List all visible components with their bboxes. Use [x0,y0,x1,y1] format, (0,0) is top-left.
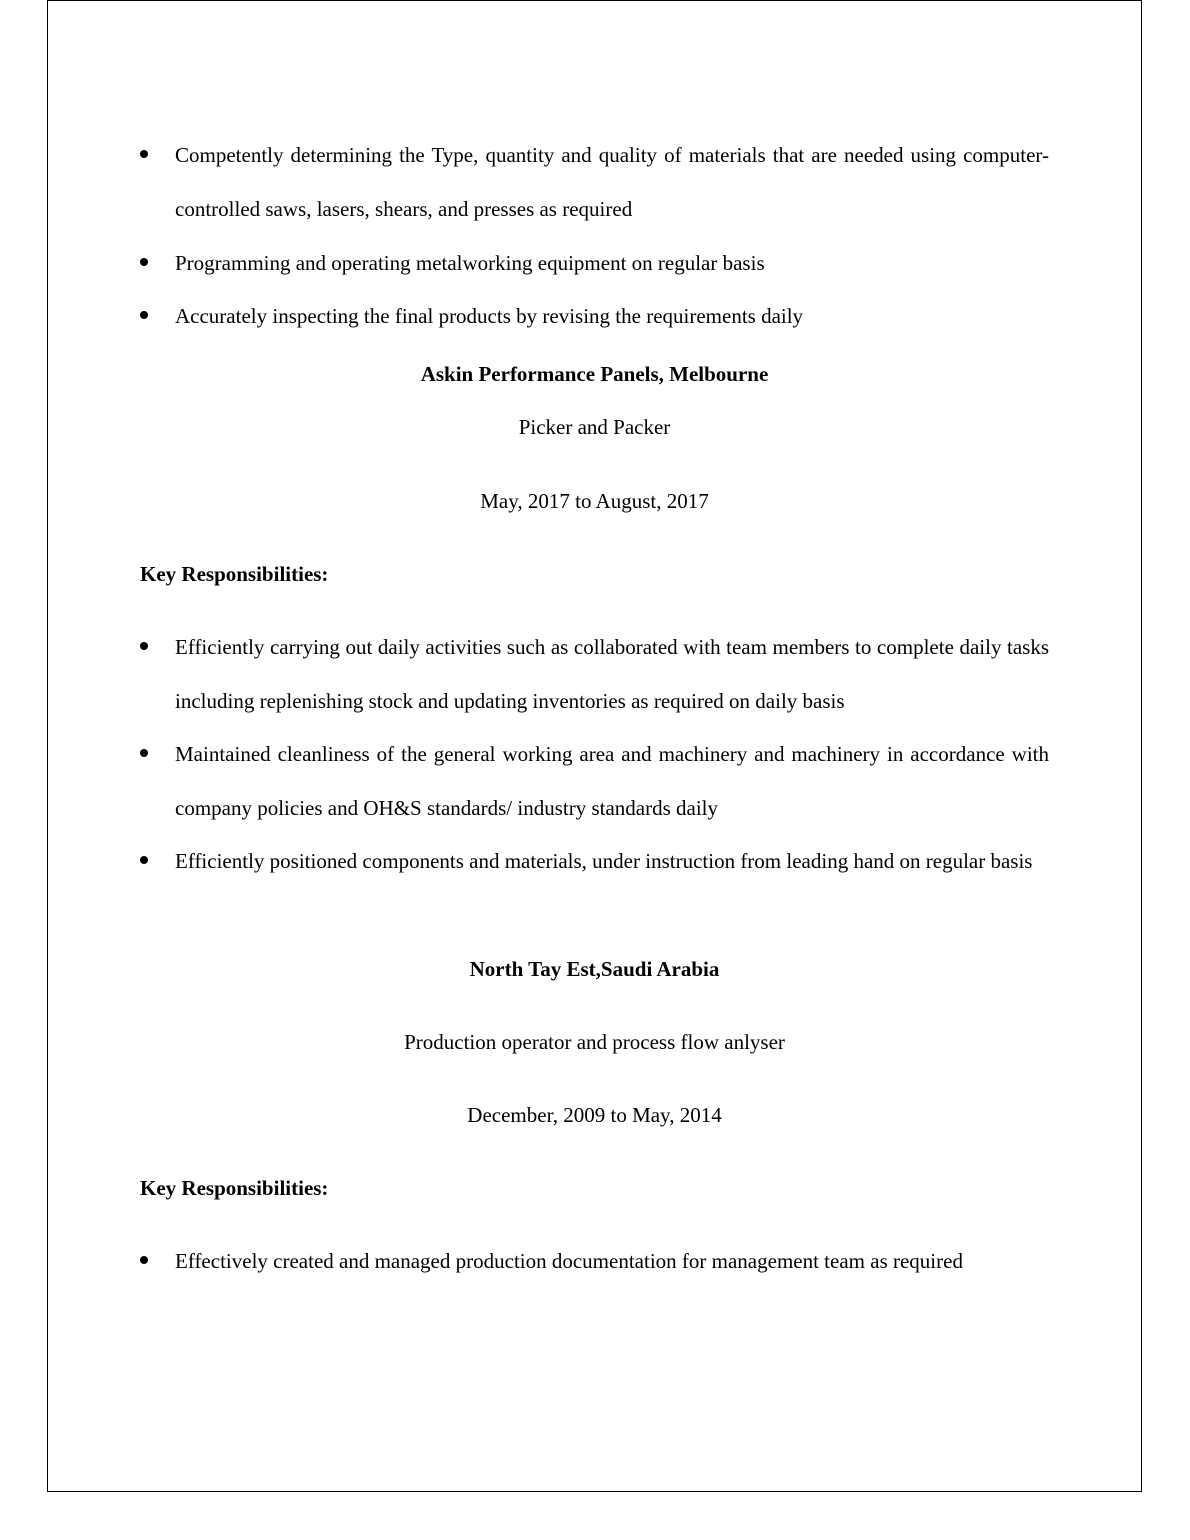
job-role: Picker and Packer [518,415,671,439]
list-item [140,1234,1049,1288]
responsibilities-heading: Key Responsibilities: [140,562,329,586]
bullet-text: Efficiently carrying out daily activities such as collaborated with team members to complete daily tasks including replenishing stock and updating inventories as required on daily basis [175,635,1049,713]
bullet-icon [140,150,148,158]
list-item [140,289,1049,343]
job-dates: December, 2009 to May, 2014 [467,1103,722,1127]
list-item [140,620,1049,728]
bullet-icon [140,311,148,319]
bullet-icon [140,642,148,650]
bullet-icon [140,856,148,864]
bullet-text: Accurately inspecting the final products by revising the requirements daily [175,304,804,328]
bullet-text: Maintained cleanliness of the general working area and machinery and machinery in accordance with company policies and OH&S standards/ industry standards daily [175,742,1049,820]
bullet-icon [140,258,148,266]
bullet-text: Effectively created and managed production documentation for management team as required [175,1249,963,1273]
bullet-text: Competently determining the Type, quantity and quality of materials that are needed using computer-controlled saws, lasers, shears, and presses as required [175,143,1049,221]
company-name: North Tay Est,Saudi Arabia [469,957,720,981]
bullet-text: Efficiently positioned components and materials, under instruction from leading hand on regular basis [175,849,1033,873]
bullet-icon [140,749,148,757]
bullet-icon [140,1256,148,1264]
responsibilities-heading: Key Responsibilities: [140,1176,329,1200]
bullet-text: Programming and operating metalworking equipment on regular basis [175,251,765,275]
list-item [140,727,1049,835]
job-role: Production operator and process flow anlyser [404,1030,785,1054]
list-item [140,128,1049,236]
list-item [140,236,1049,290]
job-dates: May, 2017 to August, 2017 [480,489,709,513]
list-item [140,834,1049,888]
company-name: Askin Performance Panels, Melbourne [420,362,769,386]
